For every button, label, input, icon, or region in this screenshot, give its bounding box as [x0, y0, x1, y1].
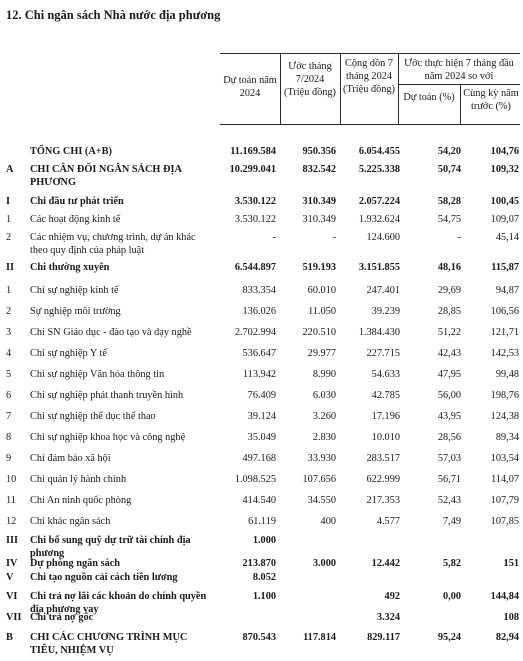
value-du-toan: - [272, 232, 276, 243]
row-code: 8 [6, 432, 12, 443]
value-cung-ky: 89,34 [495, 432, 519, 443]
value-du-toan: 39.124 [247, 411, 276, 422]
row-code: III [6, 535, 19, 546]
header-divider-3 [398, 53, 399, 124]
header-bottom-rule [220, 124, 520, 125]
value-du-toan: 61.119 [248, 516, 276, 527]
value-so-du-toan: 5,82 [442, 558, 461, 569]
value-cung-ky: 109,07 [490, 214, 519, 225]
value-du-toan: 536.647 [242, 348, 276, 359]
value-so-du-toan: 42,43 [437, 348, 461, 359]
header-cung-ky: Cùng kỳ năm trước (%) [463, 88, 519, 112]
row-code: 2 [6, 232, 12, 243]
value-cong-don: 829.117 [367, 632, 400, 643]
value-cung-ky: 142,53 [490, 348, 519, 359]
value-cung-ky: 198,76 [490, 390, 519, 401]
value-cong-don: 6.054.455 [358, 146, 400, 157]
value-cung-ky: 114,07 [491, 474, 519, 485]
value-cung-ky: 107,79 [490, 495, 519, 506]
row-label: Chi trả nợ gốc [30, 612, 94, 623]
value-uoc-thang: 220.510 [302, 327, 336, 338]
value-cung-ky: 109,32 [490, 164, 519, 175]
value-uoc-thang: 519.193 [302, 262, 336, 273]
value-cong-don: 622.999 [366, 474, 400, 485]
header-divider-4 [460, 84, 461, 124]
row-label: Chi thường xuyên [30, 262, 110, 273]
value-cong-don: 1.384.430 [358, 327, 400, 338]
row-code: 9 [6, 453, 12, 464]
value-du-toan: 113.942 [242, 369, 276, 380]
row-code: 7 [6, 411, 12, 422]
value-uoc-thang: 117.814 [303, 632, 336, 643]
row-code: 4 [6, 348, 12, 359]
value-du-toan: 76.409 [247, 390, 276, 401]
value-cung-ky: 94,87 [495, 285, 519, 296]
value-cong-don: 5.225.338 [358, 164, 400, 175]
value-cung-ky: 124,38 [490, 411, 519, 422]
value-uoc-thang: 310.349 [302, 196, 336, 207]
value-cong-don: 42.785 [371, 390, 400, 401]
header-so-du-toan: Dự toán (%) [403, 92, 455, 103]
value-du-toan: 35.049 [247, 432, 276, 443]
value-cong-don: 124.600 [366, 232, 400, 243]
value-cong-don: 12.442 [371, 558, 400, 569]
header-group-uoc-thuc-hien: Ước thực hiện 7 tháng đầu năm 2024 so với [404, 58, 514, 82]
value-so-du-toan: 57,03 [437, 453, 461, 464]
value-du-toan: 414.540 [242, 495, 276, 506]
value-uoc-thang: 950.356 [302, 146, 336, 157]
header-uoc-thang: Ước tháng 7/2024 (Triệu đồng) [284, 61, 336, 98]
value-cong-don: 3.151.855 [358, 262, 400, 273]
value-cong-don: 492 [384, 591, 400, 602]
value-so-du-toan: 43,95 [437, 411, 461, 422]
row-code: 2 [6, 306, 12, 317]
value-cung-ky: 151 [503, 558, 519, 569]
value-cong-don: 217.353 [366, 495, 400, 506]
value-so-du-toan: 51,22 [437, 327, 461, 338]
value-cong-don: 39.239 [371, 306, 400, 317]
row-label: Sự nghiệp môi trường [30, 306, 121, 317]
value-so-du-toan: 54,20 [437, 146, 461, 157]
value-cung-ky: 144,84 [490, 591, 519, 602]
value-du-toan: 213.870 [242, 558, 276, 569]
value-du-toan: 497.168 [242, 453, 276, 464]
row-code: 1 [6, 214, 12, 225]
value-uoc-thang: 3.260 [312, 411, 336, 422]
value-so-du-toan: 47,95 [437, 369, 461, 380]
row-code: IV [6, 558, 18, 569]
value-du-toan: 10.299.041 [229, 164, 276, 175]
row-code: VI [6, 591, 18, 602]
value-cung-ky: 99,48 [495, 369, 519, 380]
value-so-du-toan: - [457, 232, 461, 243]
row-label: Chi sự nghiệp phát thanh truyền hình [30, 390, 184, 401]
value-uoc-thang: 8.990 [312, 369, 336, 380]
value-uoc-thang: 832.542 [302, 164, 336, 175]
value-uoc-thang: 29.977 [307, 348, 336, 359]
row-label: Chi đầu tư phát triển [30, 196, 124, 207]
value-so-du-toan: 95,24 [437, 632, 461, 643]
value-du-toan: 2.702.994 [234, 327, 276, 338]
value-so-du-toan: 48,16 [437, 262, 461, 273]
value-cung-ky: 108 [503, 612, 519, 623]
value-uoc-thang: 33.930 [307, 453, 336, 464]
header-cong-don: Cộng dồn 7 tháng 2024 (Triệu đồng) [343, 58, 395, 95]
value-cong-don: 17.196 [371, 411, 400, 422]
value-uoc-thang: 2.830 [312, 432, 336, 443]
value-du-toan: 8.052 [252, 572, 276, 583]
value-uoc-thang: 310.349 [302, 214, 336, 225]
value-du-toan: 1.100 [252, 591, 276, 602]
value-cong-don: 10.010 [371, 432, 400, 443]
row-label: CHI CÂN ĐỐI NGÂN SÁCH ĐỊA PHƯƠNG [30, 164, 182, 188]
row-code: 6 [6, 390, 12, 401]
row-label: Chi SN Giáo dục - đào tạo và dạy nghề [30, 327, 192, 338]
value-so-du-toan: 54,75 [437, 214, 461, 225]
row-code: B [6, 632, 13, 643]
value-so-du-toan: 50,74 [437, 164, 461, 175]
row-code: 5 [6, 369, 12, 380]
value-uoc-thang: 6.030 [312, 390, 336, 401]
value-cung-ky: 82,94 [495, 632, 519, 643]
row-code: A [6, 164, 14, 175]
value-cong-don: 54.633 [371, 369, 400, 380]
value-cung-ky: 115,87 [491, 262, 519, 273]
row-label: Chi sự nghiệp Y tế [30, 348, 107, 359]
value-cung-ky: 106,56 [490, 306, 519, 317]
value-cong-don: 227.715 [366, 348, 400, 359]
value-cung-ky: 107,85 [490, 516, 519, 527]
value-du-toan: 136.026 [242, 306, 276, 317]
value-cung-ky: 45,14 [495, 232, 519, 243]
header-group-rule [398, 84, 520, 85]
value-so-du-toan: 56,71 [437, 474, 461, 485]
row-code: 3 [6, 327, 12, 338]
value-uoc-thang: 400 [320, 516, 336, 527]
row-code: 12 [6, 516, 17, 527]
row-code: V [6, 572, 14, 583]
row-label: Chi sự nghiệp khoa học và công nghệ [30, 432, 186, 443]
value-du-toan: 3.530.122 [234, 214, 276, 225]
value-du-toan: 11.169.584 [230, 146, 276, 157]
row-label: Chi sự nghiệp Văn hóa thông tin [30, 369, 165, 380]
row-label: Chi quản lý hành chính [30, 474, 127, 485]
row-label: TỔNG CHI (A+B) [30, 146, 112, 157]
value-uoc-thang: 34.550 [307, 495, 336, 506]
header-top-rule [220, 53, 520, 54]
row-code: II [6, 262, 15, 273]
value-du-toan: 833.354 [242, 285, 276, 296]
value-du-toan: 1.098.525 [234, 474, 276, 485]
value-cong-don: 4.577 [376, 516, 400, 527]
value-cong-don: 1.932.624 [358, 214, 400, 225]
row-code: 10 [6, 474, 17, 485]
row-label: Các nhiệm vụ, chương trình, dự án khác theo quy định của pháp luật [30, 232, 196, 256]
row-label: Chi trả nợ lãi các khoản do chính quyền địa phương vay [30, 591, 207, 615]
row-label: Chi tạo nguồn cải cách tiền lương [30, 572, 178, 583]
value-so-du-toan: 28,85 [437, 306, 461, 317]
row-label: Dự phòng ngân sách [30, 558, 121, 569]
value-so-du-toan: 7,49 [442, 516, 461, 527]
value-uoc-thang: 3.000 [312, 558, 336, 569]
value-so-du-toan: 52,43 [437, 495, 461, 506]
page-title: 12. Chi ngân sách Nhà nước địa phương [6, 8, 221, 22]
value-cong-don: 2.057.224 [358, 196, 400, 207]
value-du-toan: 3.530.122 [234, 196, 276, 207]
value-so-du-toan: 0,00 [442, 591, 461, 602]
value-cong-don: 283.517 [366, 453, 400, 464]
header-divider-1 [280, 53, 281, 124]
row-code: 11 [6, 495, 16, 506]
row-label: Chi sự nghiệp thể dục thể thao [30, 411, 156, 422]
value-uoc-thang: 60.010 [307, 285, 336, 296]
value-du-toan: 870.543 [242, 632, 276, 643]
value-cong-don: 247.401 [366, 285, 400, 296]
row-label: CHI CÁC CHƯƠNG TRÌNH MỤC TIÊU, NHIỆM VỤ [30, 632, 188, 656]
value-so-du-toan: 56,00 [437, 390, 461, 401]
header-divider-2 [340, 53, 341, 124]
row-label: Chi khác ngân sách [30, 516, 111, 527]
row-code: 1 [6, 285, 12, 296]
value-so-du-toan: 58,28 [437, 196, 461, 207]
value-cung-ky: 104,76 [490, 146, 519, 157]
value-uoc-thang: - [332, 232, 336, 243]
value-cung-ky: 100,45 [490, 196, 519, 207]
row-label: Các hoạt động kinh tế [30, 214, 121, 225]
row-code: I [6, 196, 11, 207]
value-so-du-toan: 29,69 [437, 285, 461, 296]
value-cung-ky: 103,54 [490, 453, 519, 464]
value-cung-ky: 121,71 [490, 327, 519, 338]
row-label: Chi bổ sung quỹ dự trữ tài chính địa phương [30, 535, 191, 559]
row-label: Chi sự nghiệp kinh tế [30, 285, 119, 296]
value-cong-don: 3.324 [376, 612, 400, 623]
row-label: Chi An ninh quốc phòng [30, 495, 132, 506]
value-uoc-thang: 11.050 [308, 306, 336, 317]
value-du-toan: 6.544.897 [234, 262, 276, 273]
value-so-du-toan: 28,56 [437, 432, 461, 443]
value-uoc-thang: 107.656 [302, 474, 336, 485]
header-dutoan-2024: Dự toán năm 2024 [223, 75, 277, 99]
value-du-toan: 1.000 [252, 535, 276, 546]
row-code: VII [6, 612, 22, 623]
row-label: Chi đảm bảo xã hội [30, 453, 111, 464]
